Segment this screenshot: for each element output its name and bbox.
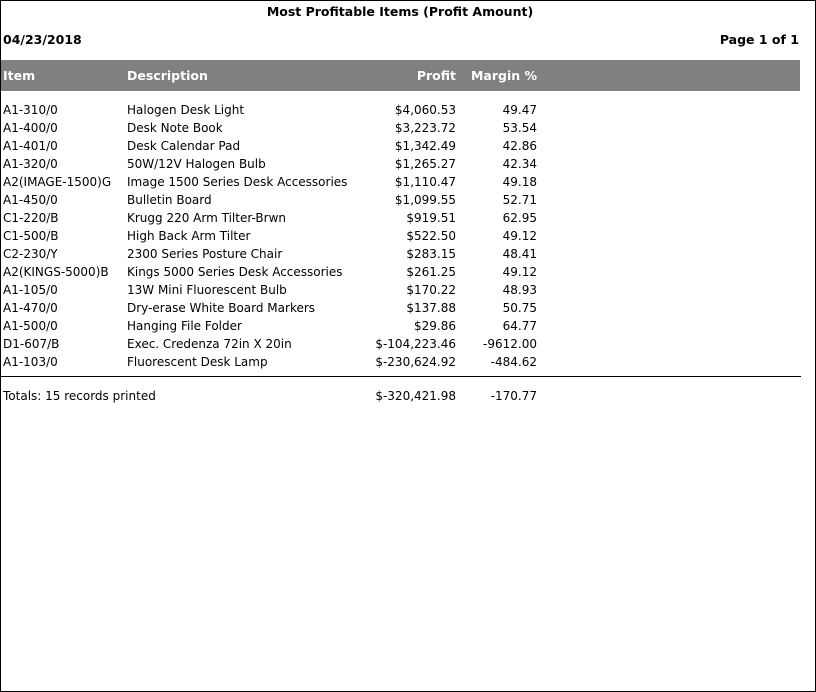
item-profit: $283.15 xyxy=(406,247,456,261)
item-code: C1-220/B xyxy=(3,211,59,225)
item-code: A1-500/0 xyxy=(3,319,58,333)
item-margin: 64.77 xyxy=(502,319,537,333)
table-row xyxy=(1,318,800,336)
item-description: Bulletin Board xyxy=(127,193,212,207)
item-profit: $1,099.55 xyxy=(394,193,456,207)
totals-row xyxy=(1,389,800,407)
column-header-margin: Margin % xyxy=(470,68,537,83)
item-profit: $522.50 xyxy=(406,229,456,243)
item-profit: $3,223.72 xyxy=(394,121,456,135)
item-margin: 48.93 xyxy=(502,283,537,297)
item-description: High Back Arm Tilter xyxy=(127,229,251,243)
table-row xyxy=(1,120,800,138)
item-margin: 49.47 xyxy=(502,103,537,117)
table-row xyxy=(1,174,800,192)
item-description: Dry-erase White Board Markers xyxy=(127,301,316,315)
item-description: Desk Note Book xyxy=(127,121,223,135)
table-row xyxy=(1,192,800,210)
item-description: Hanging File Folder xyxy=(127,319,242,333)
item-code: C1-500/B xyxy=(3,229,59,243)
item-profit: $4,060.53 xyxy=(394,103,456,117)
table-row xyxy=(1,246,800,264)
item-description: Exec. Credenza 72in X 20in xyxy=(127,337,292,351)
totals-label: Totals: 15 records printed xyxy=(3,389,156,403)
item-profit: $919.51 xyxy=(406,211,456,225)
table-row xyxy=(1,264,800,282)
column-header-description: Description xyxy=(127,68,208,83)
column-header-item: Item xyxy=(3,68,36,83)
report-rows xyxy=(1,102,800,372)
table-row xyxy=(1,282,800,300)
table-row xyxy=(1,354,800,372)
item-profit: $29.86 xyxy=(414,319,456,333)
item-code: A1-470/0 xyxy=(3,301,58,315)
item-profit: $-104,223.46 xyxy=(375,337,456,351)
item-code: A1-320/0 xyxy=(3,157,58,171)
item-margin: 49.12 xyxy=(502,265,537,279)
item-margin: 42.34 xyxy=(502,157,537,171)
item-code: A1-401/0 xyxy=(3,139,58,153)
column-header-bar xyxy=(1,60,800,91)
item-margin: 52.71 xyxy=(502,193,537,207)
item-description: Fluorescent Desk Lamp xyxy=(127,355,268,369)
item-code: A2(IMAGE-1500)G xyxy=(3,175,112,189)
item-code: A1-103/0 xyxy=(3,355,58,369)
table-row xyxy=(1,300,800,318)
item-code: D1-607/B xyxy=(3,337,60,351)
totals-divider xyxy=(1,376,801,377)
table-row xyxy=(1,102,800,120)
item-description: 50W/12V Halogen Bulb xyxy=(127,157,266,171)
table-row xyxy=(1,156,800,174)
item-description: Desk Calendar Pad xyxy=(127,139,241,153)
item-code: A1-450/0 xyxy=(3,193,58,207)
item-profit: $170.22 xyxy=(406,283,456,297)
table-row xyxy=(1,228,800,246)
item-code: A1-310/0 xyxy=(3,103,58,117)
item-profit: $1,265.27 xyxy=(394,157,456,171)
report-title: Most Profitable Items (Profit Amount) xyxy=(266,4,534,19)
totals-profit: $-320,421.98 xyxy=(375,389,456,403)
item-margin: -9612.00 xyxy=(483,337,537,351)
item-profit: $1,342.49 xyxy=(394,139,456,153)
report-date: 04/23/2018 xyxy=(3,32,82,47)
item-margin: -484.62 xyxy=(490,355,537,369)
column-header-profit: Profit xyxy=(416,68,456,83)
item-code: C2-230/Y xyxy=(3,247,58,261)
table-row xyxy=(1,138,800,156)
item-profit: $261.25 xyxy=(406,265,456,279)
item-description: Krugg 220 Arm Tilter-Brwn xyxy=(127,211,286,225)
item-description: Halogen Desk Light xyxy=(127,103,245,117)
item-description: 13W Mini Fluorescent Bulb xyxy=(127,283,287,297)
item-description: Image 1500 Series Desk Accessories xyxy=(127,175,348,189)
item-profit: $1,110.47 xyxy=(394,175,456,189)
item-profit: $-230,624.92 xyxy=(375,355,456,369)
item-margin: 49.18 xyxy=(502,175,537,189)
item-margin: 42.86 xyxy=(502,139,537,153)
item-description: Kings 5000 Series Desk Accessories xyxy=(127,265,343,279)
item-description: 2300 Series Posture Chair xyxy=(127,247,283,261)
item-margin: 62.95 xyxy=(502,211,537,225)
totals-margin: -170.77 xyxy=(490,389,537,403)
item-margin: 49.12 xyxy=(502,229,537,243)
item-margin: 50.75 xyxy=(502,301,537,315)
item-code: A2(KINGS-5000)B xyxy=(3,265,109,279)
item-margin: 48.41 xyxy=(502,247,537,261)
item-margin: 53.54 xyxy=(502,121,537,135)
table-row xyxy=(1,210,800,228)
table-row xyxy=(1,336,800,354)
item-profit: $137.88 xyxy=(406,301,456,315)
page-number: Page 1 of 1 xyxy=(719,32,799,47)
item-code: A1-400/0 xyxy=(3,121,58,135)
item-code: A1-105/0 xyxy=(3,283,58,297)
